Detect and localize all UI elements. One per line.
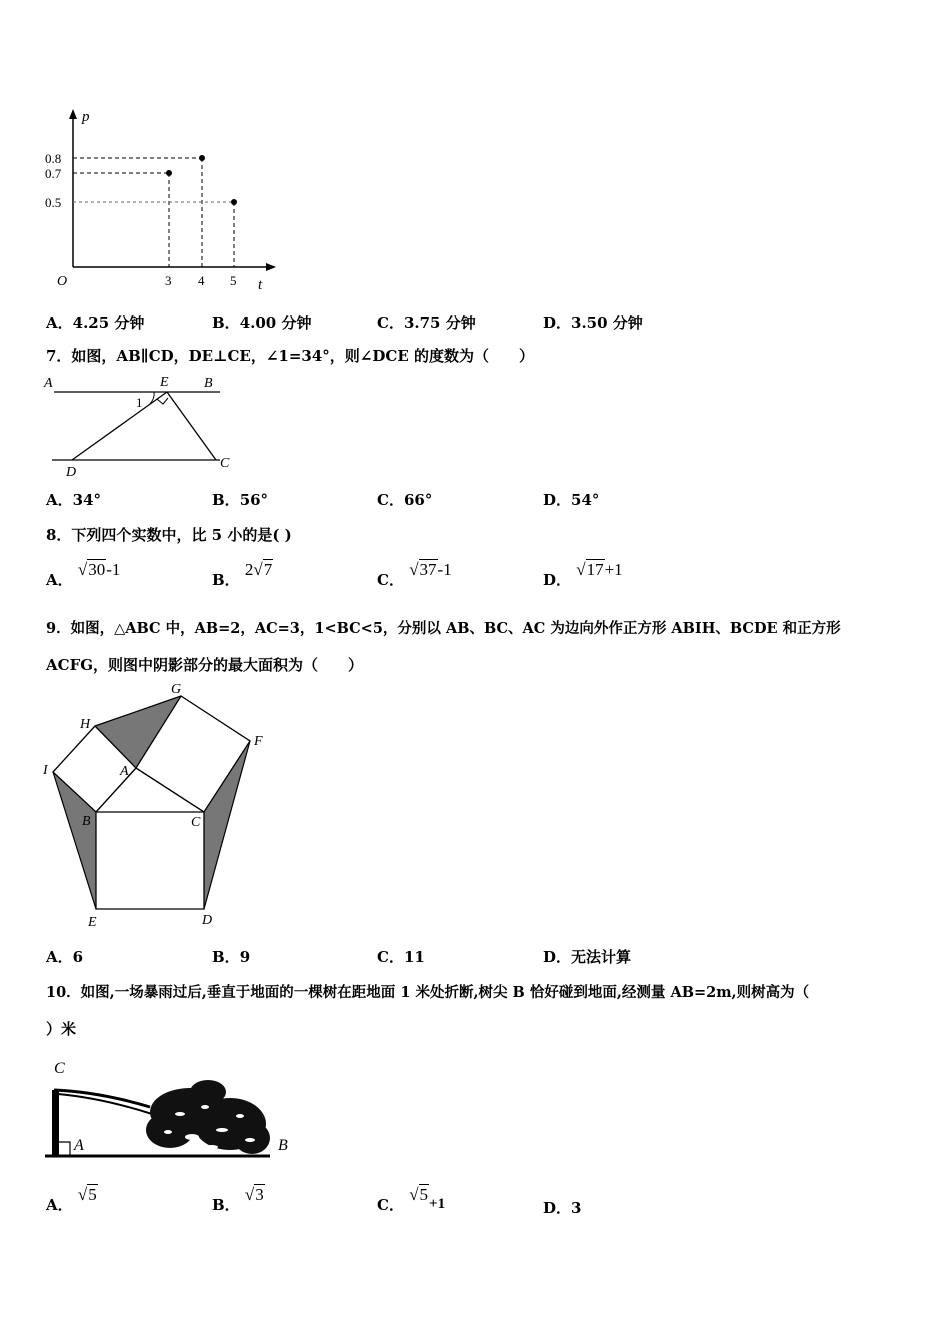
q6-option-a[interactable] [46, 312, 144, 333]
q6-x-tick: 3 [165, 273, 172, 288]
option-text: 3.50 分钟 [571, 314, 643, 332]
q9-stem-line2: ACFG，则图中阴影部分的最大面积为（ ） [46, 656, 364, 674]
q10-option-a[interactable] [46, 1185, 98, 1215]
q9-label-g: G [171, 682, 182, 697]
q6-x-tick: 5 [230, 273, 237, 288]
option-text: 11 [403, 948, 425, 966]
q6-option-d[interactable] [543, 312, 643, 333]
q6-y-axis-label: p [82, 109, 90, 125]
option-text: 无法计算 [571, 948, 632, 966]
option-letter: D． [543, 571, 572, 589]
q10-figure [40, 1052, 305, 1167]
q9-label-b: B [82, 814, 91, 829]
q7-option-c[interactable] [377, 489, 432, 510]
option-text: 9 [239, 948, 251, 966]
q6-option-b[interactable] [212, 312, 311, 333]
q6-y-arrow [69, 109, 77, 119]
q6-y-tick: 0.7 [45, 166, 62, 181]
option-letter: C． [377, 314, 404, 332]
option-letter: B． [212, 948, 240, 966]
q10-label-a: A [74, 1137, 84, 1154]
option-expression: √30-1 [77, 560, 121, 579]
q9-label-i: I [43, 763, 48, 778]
q6-origin-label: O [57, 274, 68, 289]
q7-label-d: D [66, 465, 77, 480]
q10-label-b: B [278, 1137, 288, 1154]
option-text: 34° [72, 491, 102, 509]
q7-label-b: B [204, 376, 213, 391]
q6-option-c[interactable] [377, 312, 476, 333]
q9-label-f: F [254, 734, 263, 749]
option-expression: √37-1 [409, 560, 452, 579]
q8-stem: 8．下列四个实数中，比 5 小的是( ) [46, 526, 292, 544]
option-text: 54° [571, 491, 600, 509]
option-text: 4.25 分钟 [72, 314, 145, 332]
option-letter: D． [543, 491, 572, 509]
q9-label-h: H [80, 717, 91, 732]
q9-option-c[interactable] [377, 946, 425, 967]
option-expression: √3 [244, 1185, 264, 1204]
option-letter: A． [46, 571, 73, 589]
q10-label-c: C [54, 1060, 65, 1077]
q10-stem-line1: 10．如图,一场暴雨过后,垂直于地面的一棵树在距地面 1 米处折断,树尖 B 恰好碰到地面,经测量 AB=2m,则树高为（ [46, 984, 810, 1001]
tree-foliage-icon [146, 1080, 270, 1154]
option-text: 56° [239, 491, 269, 509]
q6-y-tick: 0.5 [45, 195, 62, 210]
q7-label-e: E [160, 375, 169, 390]
q9-option-a[interactable] [46, 946, 83, 967]
option-letter: C． [377, 571, 404, 589]
q9-figure [40, 682, 275, 932]
q6-point [231, 199, 237, 205]
q9-label-d: D [202, 913, 213, 928]
option-letter: C． [377, 491, 404, 509]
option-letter: B． [212, 1196, 240, 1214]
q6-point [166, 170, 172, 176]
option-letter: C． [377, 948, 404, 966]
q8-option-c[interactable] [377, 560, 452, 590]
option-text: 66° [403, 491, 433, 509]
option-text: 6 [72, 948, 84, 966]
q10-option-c[interactable] [377, 1185, 445, 1215]
q9-label-e: E [88, 915, 97, 930]
q9-option-b[interactable] [212, 946, 250, 967]
q7-option-a[interactable] [46, 489, 101, 510]
q9-shaded-triangle [95, 696, 181, 768]
q8-option-d[interactable] [543, 560, 623, 590]
q10-option-b[interactable] [212, 1185, 265, 1215]
q9-stem-line1: 9．如图，△ABC 中，AB=2，AC=3，1<BC<5，分别以 AB、BC、AC 为边向外作正方形 ABIH、BCDE 和正方形 [46, 620, 841, 637]
q6-x-axis-label: t [258, 277, 263, 293]
q6-x-tick: 4 [198, 273, 205, 288]
q8-option-a[interactable] [46, 560, 120, 590]
option-expression: √5+1 [409, 1185, 446, 1212]
q6-x-arrow [266, 263, 276, 271]
q9-label-c: C [191, 815, 201, 830]
option-text: 3.75 分钟 [403, 314, 476, 332]
q7-figure [42, 372, 242, 480]
q10-option-d[interactable] [543, 1197, 581, 1218]
option-letter: C． [377, 1196, 404, 1214]
q7-stem: 7．如图，AB∥CD，DE⊥CE，∠1=34°，则∠DCE 的度数为（ ） [46, 347, 534, 365]
option-letter: B． [212, 491, 240, 509]
q10-stem-line2: ）米 [46, 1020, 77, 1038]
q6-point [199, 155, 205, 161]
option-letter: A． [46, 314, 73, 332]
option-letter: D． [543, 948, 572, 966]
option-letter: A． [46, 948, 73, 966]
option-text: 4.00 分钟 [239, 314, 312, 332]
q6-y-tick: 0.8 [45, 151, 62, 166]
q7-option-d[interactable] [543, 489, 599, 510]
option-letter: D． [543, 314, 572, 332]
q7-option-b[interactable] [212, 489, 268, 510]
option-letter: A． [46, 491, 73, 509]
option-expression: 2√7 [244, 560, 273, 579]
q7-label-c: C [220, 456, 230, 471]
option-letter: D． [543, 1199, 572, 1217]
q9-option-d[interactable] [543, 946, 631, 967]
option-letter: B． [212, 314, 240, 332]
q7-label-a: A [44, 376, 53, 391]
option-text: 3 [571, 1199, 582, 1217]
option-expression: √17+1 [576, 560, 623, 579]
q6-graph [40, 105, 290, 295]
q7-label-1: 1 [136, 395, 143, 410]
q8-option-b[interactable] [212, 560, 273, 590]
option-expression: √5 [77, 1185, 97, 1204]
option-letter: B． [212, 571, 240, 589]
q9-label-a: A [120, 764, 129, 779]
option-letter: A． [46, 1196, 73, 1214]
